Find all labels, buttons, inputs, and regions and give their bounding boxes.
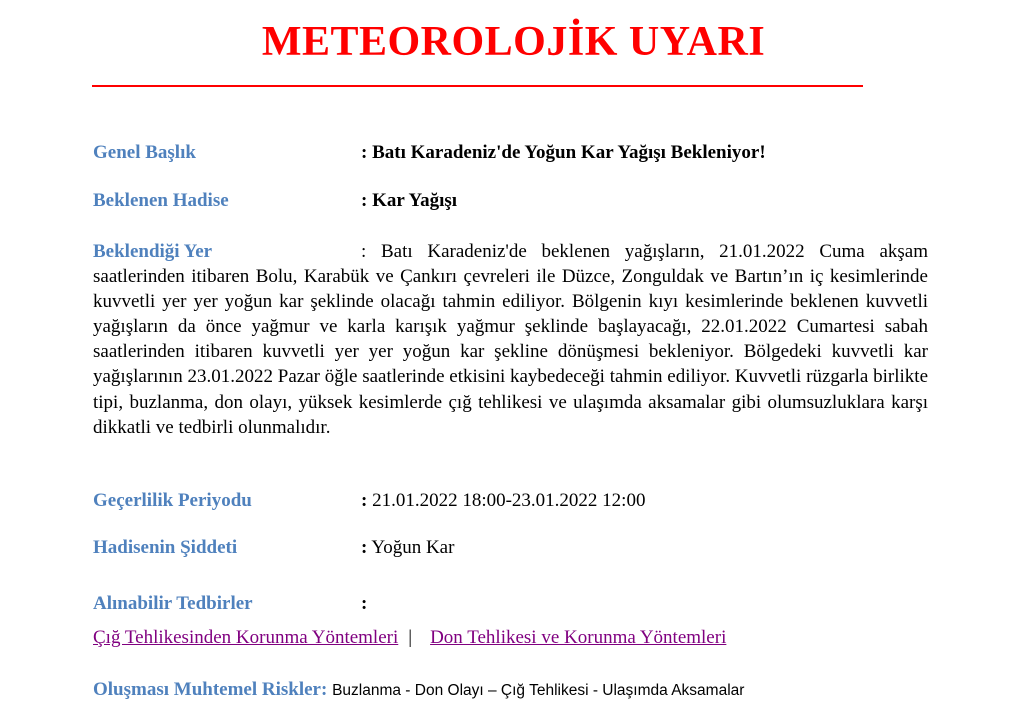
page-title: METEOROLOJİK UYARI bbox=[261, 19, 766, 65]
value-hadisenin-siddeti bbox=[361, 536, 454, 560]
value-beklenen-hadise bbox=[361, 189, 457, 213]
value-gecerlilik-periyodu bbox=[361, 489, 645, 513]
colon-siddet: : bbox=[361, 537, 368, 558]
risks-line bbox=[93, 678, 744, 703]
value-siddet-text: Yoğun Kar bbox=[371, 537, 455, 558]
label-beklenen-hadise: Beklenen Hadise bbox=[93, 190, 229, 211]
value-genel-baslik bbox=[361, 141, 766, 165]
tedbir-links bbox=[93, 626, 726, 650]
label-hadisenin-siddeti: Hadisenin Şiddeti bbox=[93, 537, 238, 558]
value-beklendigi-yer: : Batı Karadeniz'de beklenen yağışların, 21.01.2022 Cuma akşam saatlerinden itibaren Bolu, Karabük ve Çankırı çevreleri ile Düzce, Zonguldak ve Bartın’ın iç kesimlerinde kuvvetli yer yer yoğun kar şeklinde olacağı tahmin ediliyor. Bölgenin kıyı kesimlerinde beklenen kuvvetli yağışların da önce yağmur ve karla karışık yağmur şeklinde başlayacağı, 22.01.2022 Cumartesi sabah saatlerinden itibaren kuvvetli yer yer yoğun kar şekline dönüşmesi bekleniyor. Bölgedeki kuvvetli kar yağışlarının 23.01.2022 Pazar öğle saatlerinde etkisini kaybedeceği tahmin ediliyor. Kuvvetli rüzgarla birlikte tipi, buzlanma, don olayı, yüksek kesimlerde çığ tehlikesi ve ulaşımda aksamalar gibi olumsuzluklara karşı dikkatli ve tedbirli olunmalıdır. bbox=[93, 241, 928, 438]
label-riskler: Oluşması Muhtemel Riskler: bbox=[93, 679, 328, 700]
colon-gecerlilik: : bbox=[361, 490, 368, 511]
link-don-tehlikesi[interactable]: Don Tehlikesi ve Korunma Yöntemleri bbox=[430, 627, 727, 648]
label-beklendigi-yer: Beklendiği Yer bbox=[93, 241, 213, 262]
beklendigi-yer-paragraph bbox=[93, 239, 928, 440]
link-separator: | bbox=[408, 627, 413, 648]
value-gecerlilik-text: 21.01.2022 18:00-23.01.2022 12:00 bbox=[372, 490, 646, 511]
title-divider bbox=[92, 85, 863, 87]
label-genel-baslik: Genel Başlık bbox=[93, 142, 196, 163]
label-alinabilir-tedbirler: Alınabilir Tedbirler bbox=[93, 593, 253, 614]
value-genel-baslik-text: : Batı Karadeniz'de Yoğun Kar Yağışı Bekleniyor! bbox=[361, 142, 766, 163]
value-riskler: Buzlanma - Don Olayı – Çığ Tehlikesi - Ulaşımda Aksamalar bbox=[332, 682, 745, 699]
colon-tedbirler: : bbox=[361, 593, 368, 614]
value-beklenen-hadise-text: : Kar Yağışı bbox=[361, 190, 458, 211]
value-alinabilir-tedbirler bbox=[361, 592, 367, 616]
link-cig-tehlikesi[interactable]: Çığ Tehlikesinden Korunma Yöntemleri bbox=[93, 627, 399, 648]
label-gecerlilik-periyodu: Geçerlilik Periyodu bbox=[93, 490, 252, 511]
